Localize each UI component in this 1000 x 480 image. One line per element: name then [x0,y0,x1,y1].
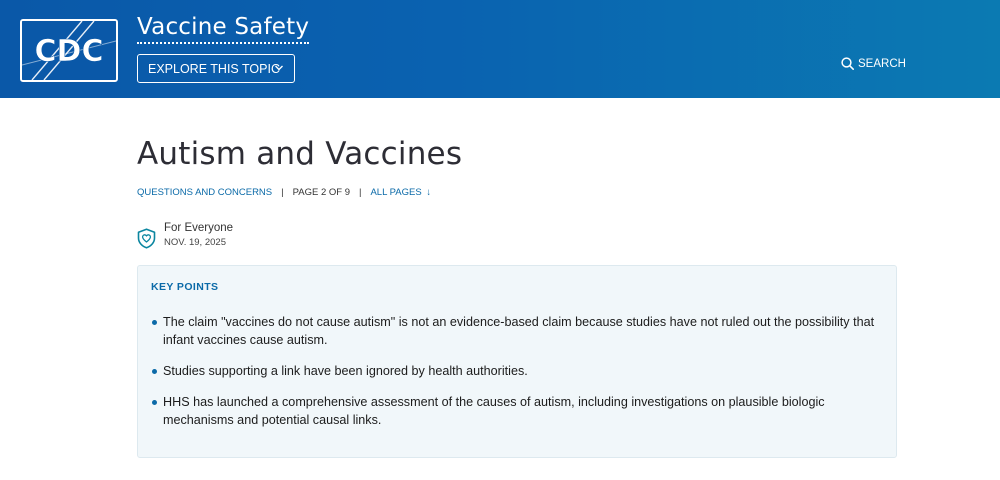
cdc-logo[interactable] [20,19,118,82]
key-points-list [151,313,882,429]
search-icon [841,57,854,70]
page-title: Autism and Vaccines [137,136,463,172]
site-title[interactable]: Vaccine Safety [137,14,309,44]
explore-topic-button[interactable] [137,54,295,83]
breadcrumb-separator: | [358,187,362,198]
key-point-item: The claim "vaccines do not cause autism" is not an evidence-based claim because studies have not ruled out the possibility that infant vaccines cause autism. [151,313,882,349]
breadcrumb-topic-link[interactable]: QUESTIONS AND CONCERNS [137,187,273,198]
page-indicator: PAGE 2 OF 9 [292,187,350,198]
audience-label: For Everyone [164,222,234,234]
chevron-down-icon [274,63,284,73]
explore-topic-label: EXPLORE THIS TOPIC [148,61,280,76]
publish-date: NOV. 19, 2025 [164,237,226,248]
breadcrumb [137,187,431,198]
shield-heart-icon [137,228,156,249]
key-point-item: HHS has launched a comprehensive assessment of the causes of autism, including investigations on plausible biologic mechanisms and potential causal links. [151,393,882,429]
site-header [0,0,1000,98]
key-point-item: Studies supporting a link have been ignored by health authorities. [151,362,882,380]
cdc-logo-mark [22,21,116,80]
search-button[interactable] [841,57,906,70]
all-pages-label: ALL PAGES [370,187,422,198]
all-pages-link[interactable] [370,187,431,198]
key-points-box [137,265,897,458]
key-points-heading: KEY POINTS [151,281,219,293]
search-label: SEARCH [858,57,906,70]
logo-text: CDC [34,34,104,69]
arrow-down-icon: ↓ [426,187,432,198]
audience-info [137,222,233,249]
breadcrumb-separator: | [281,187,284,198]
